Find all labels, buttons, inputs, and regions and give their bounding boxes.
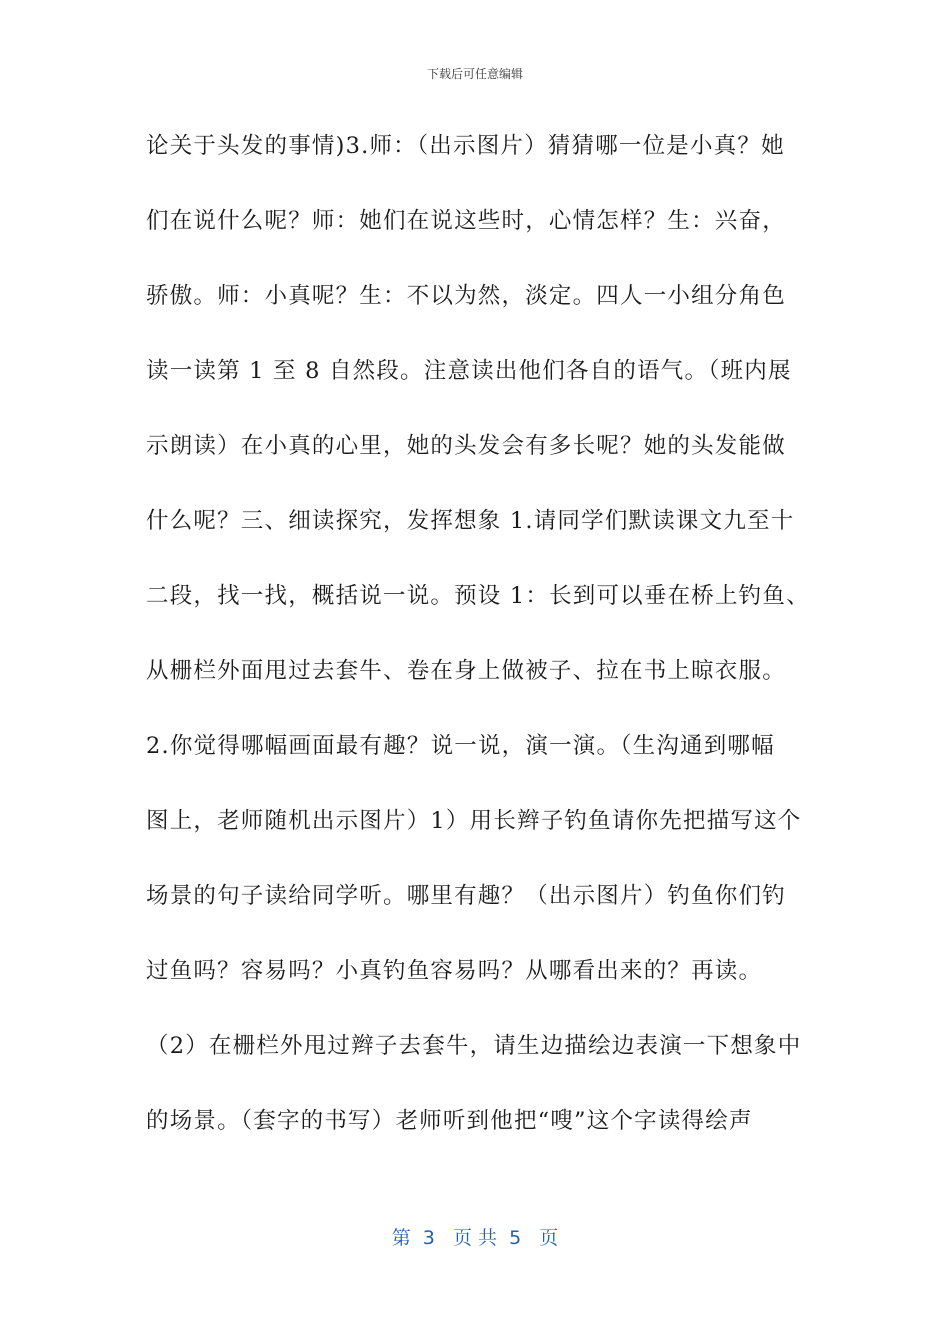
text-line: 论关于头发的事情)3.师：（出示图片）猜猜哪一位是小真？她 (146, 133, 785, 159)
text-line: 图上，老师随机出示图片）1）用长辫子钓鱼请你先把描写这个 (146, 808, 802, 834)
text-line: 读一读第 1 至 8 自然段。注意读出他们各自的语气。（班内展 (146, 358, 792, 384)
text-line: 的场景。（套字的书写）老师听到他把“嗖”这个字读得绘声 (146, 1108, 753, 1134)
text-line: 什么呢？三、细读探究，发挥想象 1.请同学们默读课文九至十 (146, 508, 795, 534)
page-number-footer: 第 3 页 共 5 页 (391, 1227, 559, 1249)
text-line: 示朗读）在小真的心里，她的头发会有多长呢？她的头发能做 (146, 433, 786, 459)
text-line: 过鱼吗？容易吗？小真钓鱼容易吗？从哪看出来的？再读。 (146, 958, 763, 984)
text-line: 二段，找一找，概括说一说。预设 1：长到可以垂在桥上钓鱼、 (146, 583, 810, 609)
page-header: 下载后可任意编辑 (426, 67, 523, 81)
text-line: 场景的句子读给同学听。哪里有趣？（出示图片）钓鱼你们钓 (146, 883, 786, 909)
document-body (146, 121, 816, 1171)
text-line: 骄傲。师：小真呢？生：不以为然，淡定。四人一小组分角色 (146, 283, 786, 309)
text-line: （2）在栅栏外甩过辫子去套牛，请生边描绘边表演一下想象中 (146, 1033, 802, 1059)
text-line: 从栅栏外面甩过去套牛、卷在身上做被子、拉在书上晾衣服。 (146, 658, 786, 684)
text-line: 们在说什么呢？师：她们在说这些时，心情怎样？生：兴奋， (146, 208, 786, 234)
text-line: 2.你觉得哪幅画面最有趣？说一说，演一演。（生沟通到哪幅 (146, 733, 775, 759)
